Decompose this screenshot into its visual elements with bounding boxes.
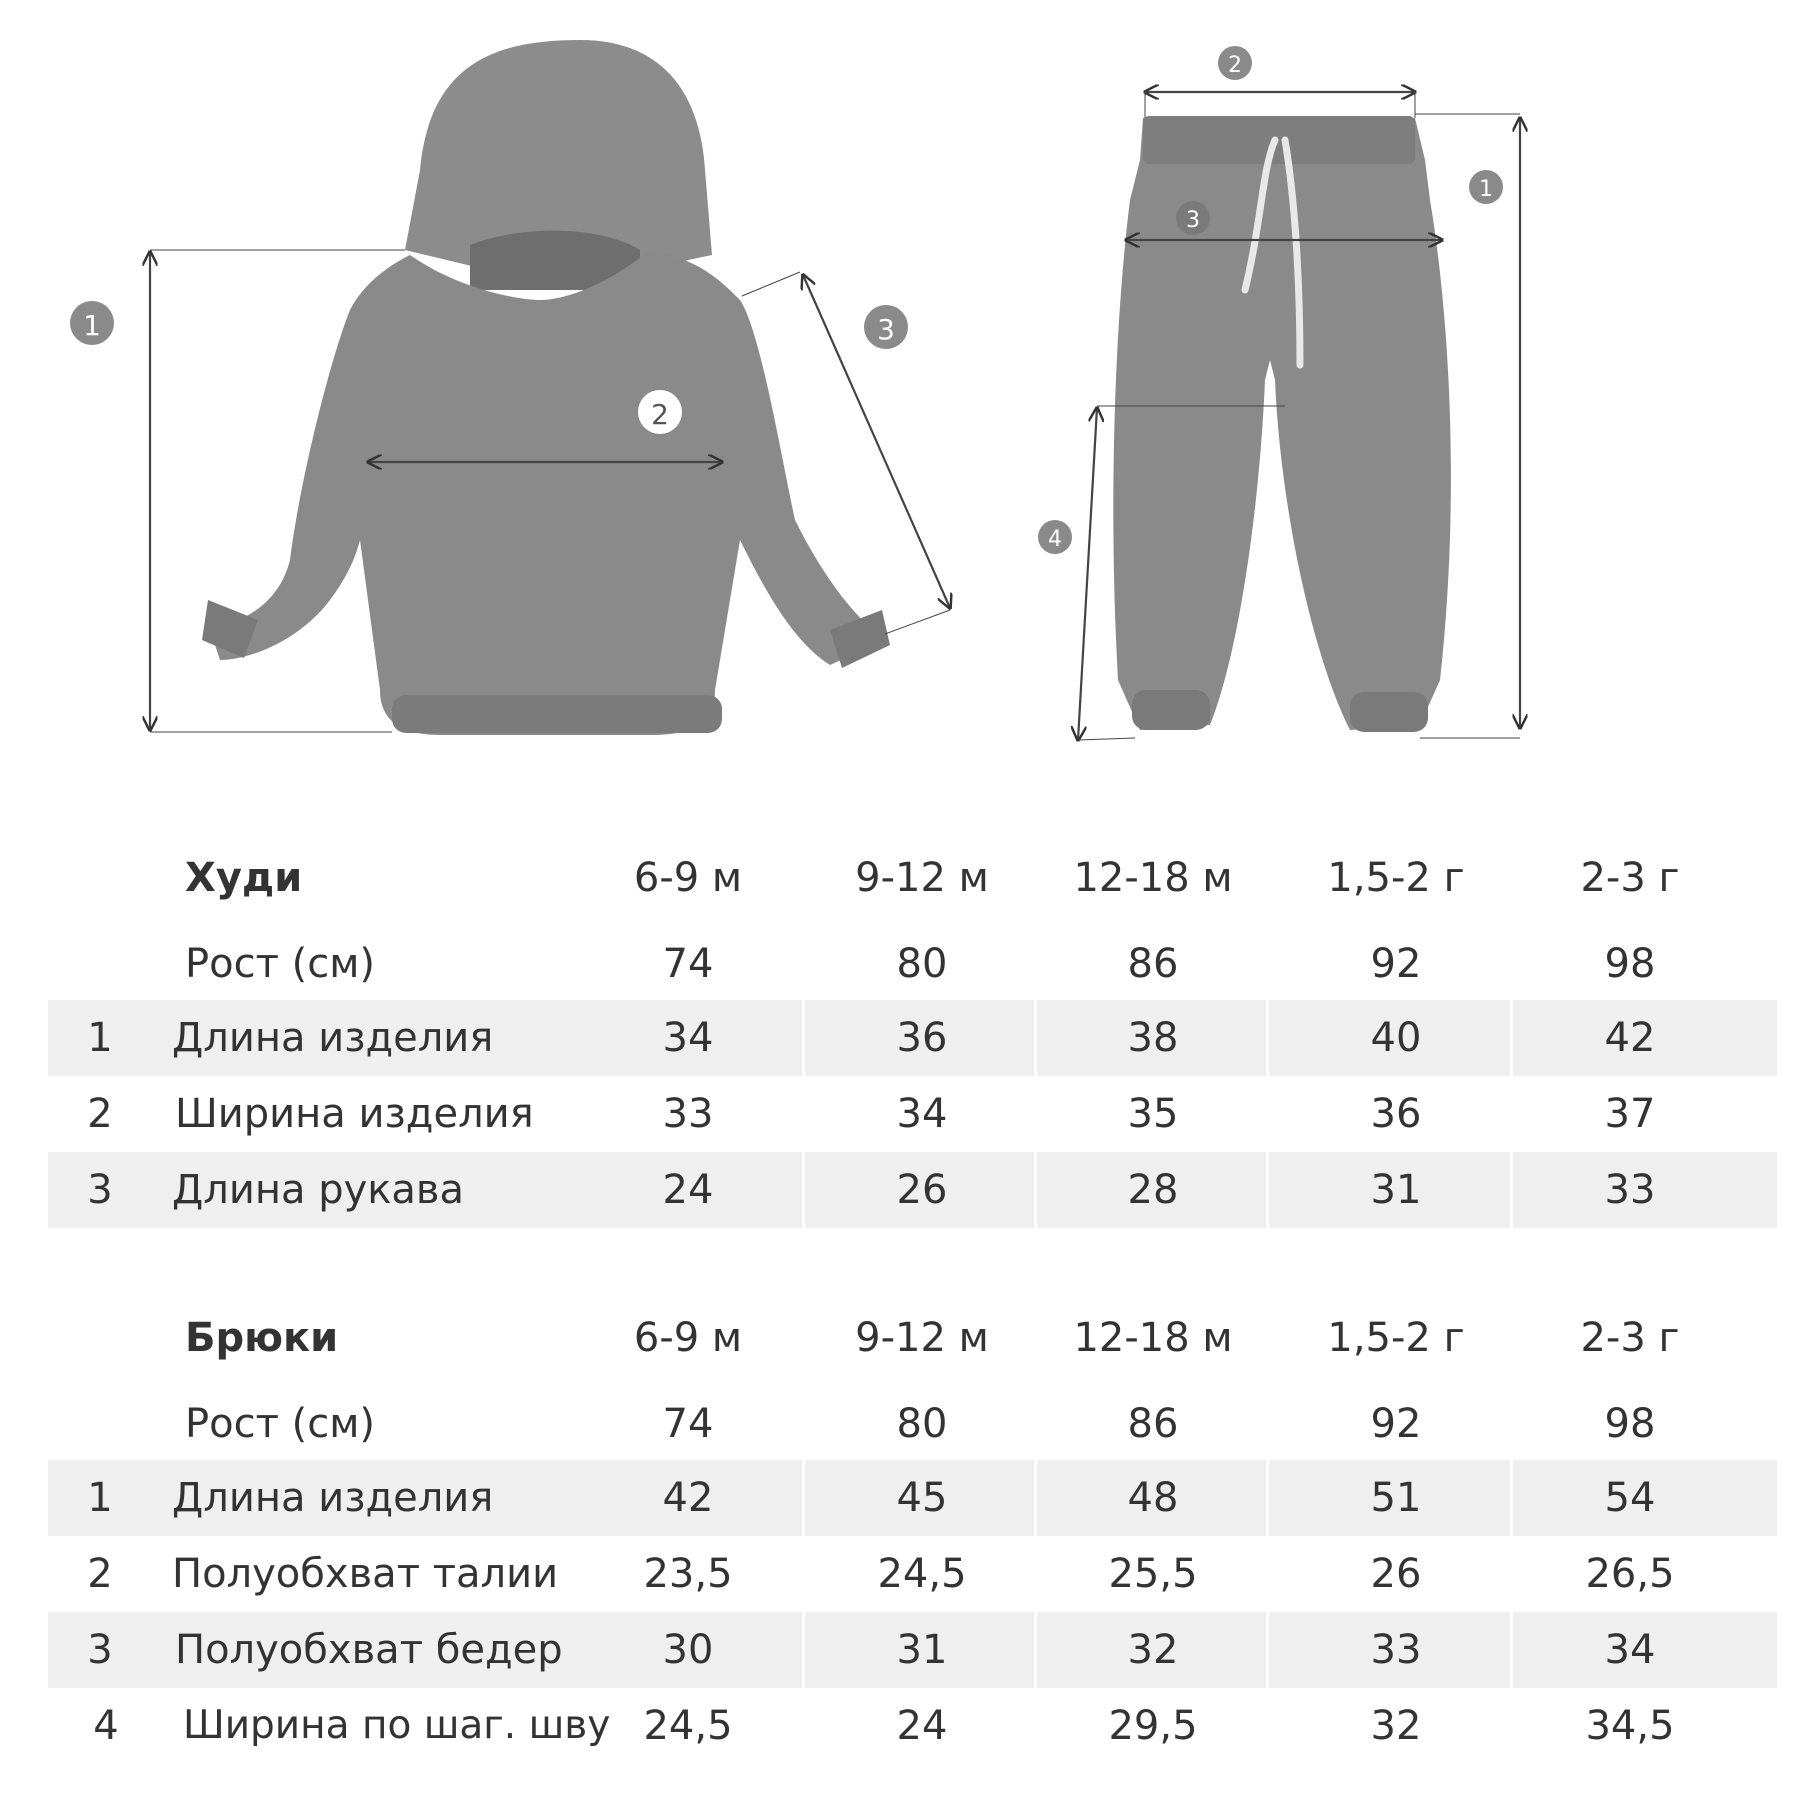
table-row <box>0 1536 1801 1612</box>
size-col: 1,5-2 г <box>1327 855 1465 901</box>
size-col: 1,5-2 г <box>1327 1315 1465 1361</box>
table-cell: 26,5 <box>1585 1551 1675 1597</box>
table-cell: 37 <box>1604 1091 1656 1137</box>
size-col: 6-9 м <box>633 1315 743 1361</box>
table-cell: 34,5 <box>1585 1703 1675 1749</box>
table-cell: 38 <box>1127 1015 1179 1061</box>
table-cell: 51 <box>1370 1475 1422 1521</box>
pants-marker-4: 4 <box>1048 527 1062 552</box>
table-cell: 86 <box>1127 941 1179 987</box>
hoodie-marker-1: 1 <box>83 309 101 342</box>
table-cell: 24,5 <box>643 1703 733 1749</box>
row-label: Полуобхват бедер <box>175 1627 563 1673</box>
size-col: 12-18 м <box>1073 855 1233 901</box>
table-cell: 35 <box>1127 1091 1179 1137</box>
row-number: 1 <box>87 1475 113 1521</box>
table-cell: 26 <box>896 1167 948 1213</box>
table-title: Брюки <box>185 1315 339 1361</box>
table-cell: 42 <box>1604 1015 1656 1061</box>
size-col: 2-3 г <box>1580 855 1680 901</box>
table-row <box>0 1152 1801 1228</box>
size-col: 2-3 г <box>1580 1315 1680 1361</box>
table-header-row <box>0 1300 1801 1376</box>
size-col: 6-9 м <box>633 855 743 901</box>
table-cell: 28 <box>1127 1167 1179 1213</box>
table-cell: 42 <box>662 1475 714 1521</box>
row-label: Длина рукава <box>172 1167 465 1213</box>
pants-image <box>1113 116 1451 732</box>
table-cell: 98 <box>1604 1401 1656 1447</box>
table-cell: 98 <box>1604 941 1656 987</box>
table-cell: 32 <box>1370 1703 1422 1749</box>
table-cell: 54 <box>1604 1475 1656 1521</box>
table-row <box>0 1460 1801 1536</box>
row-label: Ширина по шаг. шву <box>183 1703 611 1748</box>
table-cell: 29,5 <box>1108 1703 1198 1749</box>
table-cell: 80 <box>896 941 948 987</box>
row-number: 2 <box>87 1091 113 1137</box>
row-label: Рост (см) <box>185 941 375 987</box>
table-cell: 26 <box>1370 1551 1422 1597</box>
hoodie-marker-3: 3 <box>877 313 895 346</box>
row-label: Ширина изделия <box>175 1091 534 1137</box>
hoodie-image <box>202 40 890 735</box>
table-cell: 40 <box>1370 1015 1422 1061</box>
table-cell: 23,5 <box>643 1551 733 1597</box>
row-label: Длина изделия <box>172 1015 494 1061</box>
row-label: Длина изделия <box>172 1475 494 1521</box>
size-col: 9-12 м <box>855 1315 989 1361</box>
table-cell: 45 <box>896 1475 948 1521</box>
pants-marker-3: 3 <box>1186 208 1200 233</box>
row-number: 3 <box>87 1167 113 1213</box>
table-cell: 34 <box>1604 1627 1656 1673</box>
table-cell: 80 <box>896 1401 948 1447</box>
table-title: Худи <box>185 855 303 901</box>
table-cell: 33 <box>1370 1627 1422 1673</box>
table-row <box>0 1612 1801 1688</box>
table-cell: 48 <box>1127 1475 1179 1521</box>
table-cell: 92 <box>1370 941 1422 987</box>
table-cell: 24 <box>662 1167 714 1213</box>
table-cell: 30 <box>662 1627 714 1673</box>
size-col: 12-18 м <box>1073 1315 1233 1361</box>
row-label: Рост (см) <box>185 1401 375 1447</box>
table-cell: 32 <box>1127 1627 1179 1673</box>
table-cell: 24 <box>896 1703 948 1749</box>
table-cell: 92 <box>1370 1401 1422 1447</box>
table-cell: 36 <box>896 1015 948 1061</box>
table-cell: 74 <box>662 1401 714 1447</box>
table-cell: 86 <box>1127 1401 1179 1447</box>
table-cell: 36 <box>1370 1091 1422 1137</box>
row-number: 1 <box>87 1015 113 1061</box>
table-cell: 31 <box>1370 1167 1422 1213</box>
row-number: 2 <box>87 1551 113 1597</box>
pants-marker-1: 1 <box>1479 177 1493 202</box>
table-row <box>0 1000 1801 1076</box>
row-number: 3 <box>87 1627 113 1673</box>
table-cell: 24,5 <box>877 1551 967 1597</box>
table-row <box>0 926 1801 1002</box>
garment-illustration <box>0 0 1801 780</box>
row-number: 4 <box>93 1703 119 1749</box>
table-cell: 34 <box>896 1091 948 1137</box>
table-row <box>0 1688 1801 1764</box>
table-cell: 25,5 <box>1108 1551 1198 1597</box>
table-cell: 33 <box>1604 1167 1656 1213</box>
table-cell: 34 <box>662 1015 714 1061</box>
table-cell: 74 <box>662 941 714 987</box>
hoodie-marker-2: 2 <box>651 398 669 431</box>
table-cell: 31 <box>896 1627 948 1673</box>
table-row <box>0 1076 1801 1152</box>
table-cell: 33 <box>662 1091 714 1137</box>
row-label: Полуобхват талии <box>172 1551 559 1597</box>
pants-marker-2: 2 <box>1228 53 1242 78</box>
table-header-row <box>0 840 1801 916</box>
table-row <box>0 1386 1801 1462</box>
size-col: 9-12 м <box>855 855 989 901</box>
